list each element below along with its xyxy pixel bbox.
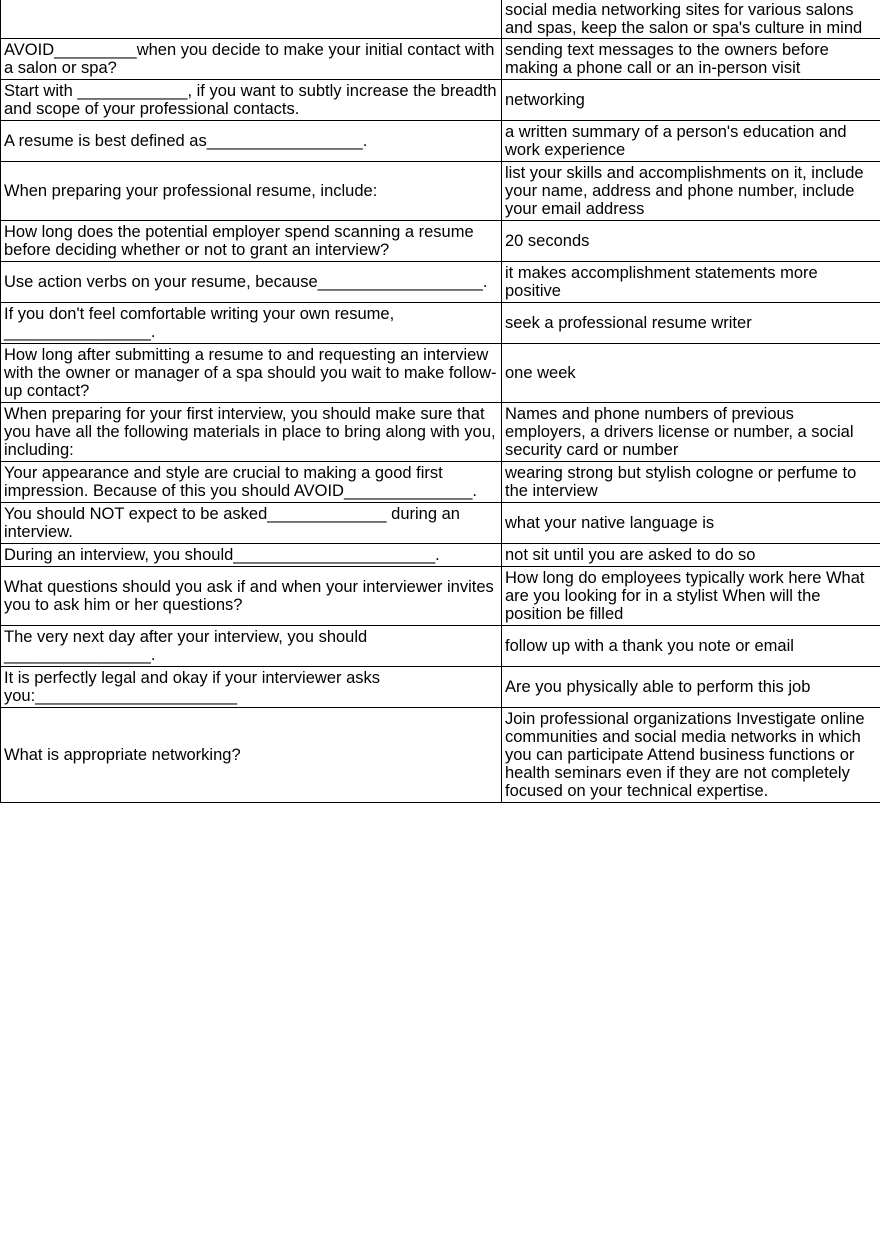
answer-cell: a written summary of a person's education and work experience bbox=[502, 120, 880, 161]
table-row bbox=[1, 461, 880, 502]
answer-cell: Names and phone numbers of previous employers, a drivers license or number, a social security card or number bbox=[502, 402, 880, 461]
table-row bbox=[1, 161, 880, 220]
answer-cell: what your native language is bbox=[502, 502, 880, 543]
question-cell: A resume is best defined as_________________. bbox=[1, 120, 502, 161]
question-cell: How long after submitting a resume to and requesting an interview with the owner or manager of a spa should you wait to make follow-up contact? bbox=[1, 343, 502, 402]
answer-cell: sending text messages to the owners before making a phone call or an in-person visit bbox=[502, 38, 880, 79]
table-row bbox=[1, 343, 880, 402]
answer-cell: it makes accomplishment statements more positive bbox=[502, 261, 880, 302]
table-row bbox=[1, 625, 880, 666]
table-row bbox=[1, 502, 880, 543]
table-row bbox=[1, 302, 880, 343]
question-cell: When preparing for your first interview, you should make sure that you have all the following materials in place to bring along with you, including: bbox=[1, 402, 502, 461]
table-row bbox=[1, 120, 880, 161]
answer-cell: Are you physically able to perform this job bbox=[502, 666, 880, 707]
question-cell: During an interview, you should______________________. bbox=[1, 543, 502, 566]
question-cell: If you don't feel comfortable writing your own resume, ________________. bbox=[1, 302, 502, 343]
question-cell: Use action verbs on your resume, because__________________. bbox=[1, 261, 502, 302]
question-cell: Start with ____________, if you want to subtly increase the breadth and scope of your professional contacts. bbox=[1, 79, 502, 120]
question-cell: When preparing your professional resume, include: bbox=[1, 161, 502, 220]
question-cell: You should NOT expect to be asked_____________ during an interview. bbox=[1, 502, 502, 543]
question-cell: AVOID_________when you decide to make your initial contact with a salon or spa? bbox=[1, 38, 502, 79]
table-row bbox=[1, 402, 880, 461]
question-cell bbox=[1, 0, 502, 38]
answer-cell: wearing strong but stylish cologne or perfume to the interview bbox=[502, 461, 880, 502]
table-row bbox=[1, 707, 880, 802]
answer-cell: 20 seconds bbox=[502, 220, 880, 261]
table-row bbox=[1, 38, 880, 79]
question-cell: How long does the potential employer spend scanning a resume before deciding whether or not to grant an interview? bbox=[1, 220, 502, 261]
question-cell: Your appearance and style are crucial to making a good first impression. Because of this you should AVOID______________. bbox=[1, 461, 502, 502]
question-cell: The very next day after your interview, you should ________________. bbox=[1, 625, 502, 666]
question-cell: What questions should you ask if and when your interviewer invites you to ask him or her questions? bbox=[1, 566, 502, 625]
answer-cell: one week bbox=[502, 343, 880, 402]
question-cell: What is appropriate networking? bbox=[1, 707, 502, 802]
answer-cell: seek a professional resume writer bbox=[502, 302, 880, 343]
answer-cell: list your skills and accomplishments on it, include your name, address and phone number, include your email address bbox=[502, 161, 880, 220]
question-cell: It is perfectly legal and okay if your interviewer asks you:______________________ bbox=[1, 666, 502, 707]
table-row bbox=[1, 666, 880, 707]
answer-cell: not sit until you are asked to do so bbox=[502, 543, 880, 566]
answer-cell: How long do employees typically work here What are you looking for in a stylist When will the position be filled bbox=[502, 566, 880, 625]
table-row bbox=[1, 543, 880, 566]
answer-cell: networking bbox=[502, 79, 880, 120]
table-row bbox=[1, 220, 880, 261]
table-row bbox=[1, 566, 880, 625]
answer-cell: follow up with a thank you note or email bbox=[502, 625, 880, 666]
table-row bbox=[1, 79, 880, 120]
answer-cell: social media networking sites for various salons and spas, keep the salon or spa's culture in mind bbox=[502, 0, 880, 38]
table-row bbox=[1, 261, 880, 302]
table-row bbox=[1, 0, 880, 38]
answer-cell: Join professional organizations Investigate online communities and social media networks in which you can participate Attend business functions or health seminars even if they are not completely focused on your technical expertise. bbox=[502, 707, 880, 802]
